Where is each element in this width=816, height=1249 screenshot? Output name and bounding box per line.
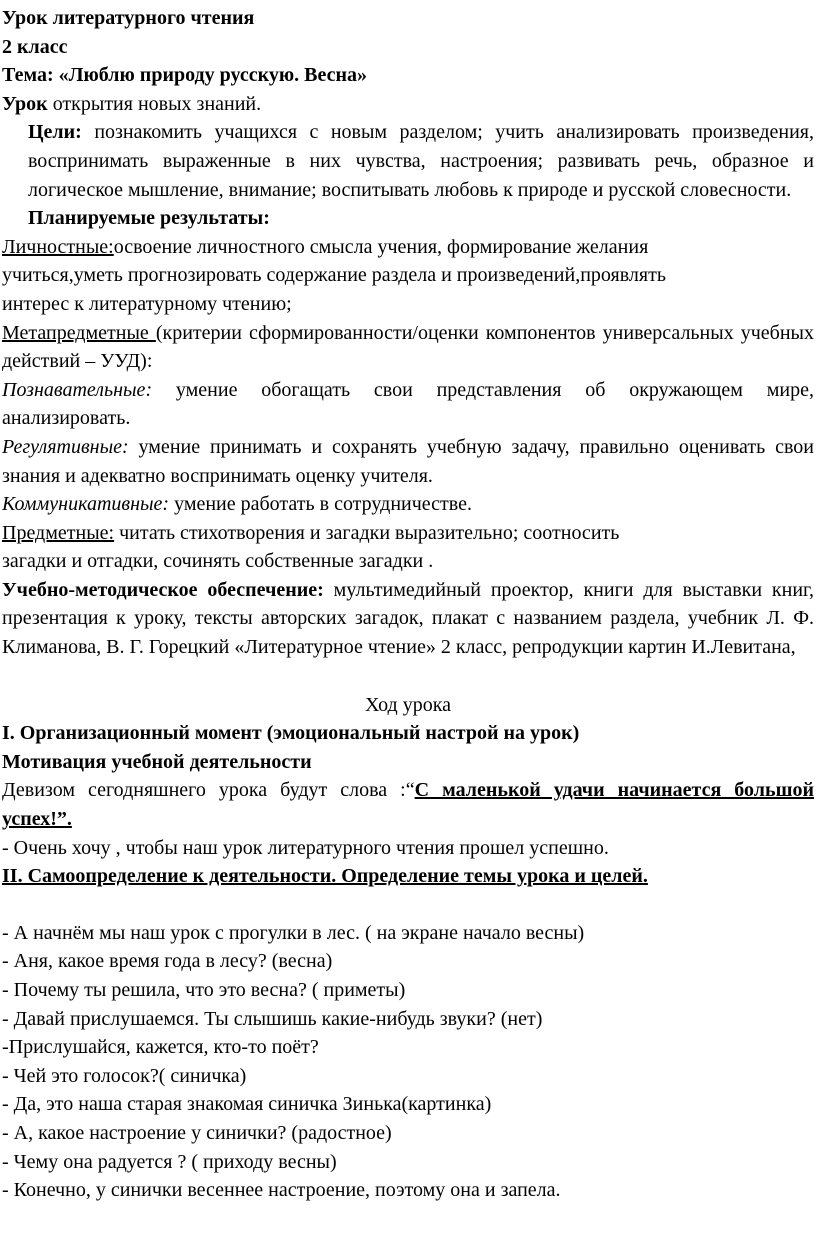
motto-paragraph [2, 776, 814, 833]
dialog-line: - Чему она радуется ? ( приходу весны) [2, 1150, 337, 1173]
goals-text: познакомить учащихся с новым разделом; учить анализировать произведения, воспринимать выраженные в них чувства, настроения; развивать речь, образное и логическое мышление, внимание; воспитывать любовь к природе и русской словесности. [28, 121, 815, 201]
motto-quote: С маленькой удачи начинается большой успех!”. [2, 779, 814, 831]
dialog-line: -Прислушайся, кажется, кто-то поёт? [2, 1036, 319, 1059]
lesson-type-text: открытия новых знаний. [47, 92, 262, 115]
section-1-title: I. Организационный момент (эмоциональный настрой на урок) [2, 722, 580, 745]
materials-paragraph [2, 576, 814, 662]
dialog-line: - А начнём мы наш урок с прогулки в лес. ( на экране начало весны) [2, 921, 585, 944]
cognitive-label: Познавательные: [2, 378, 153, 401]
personal-results-line-1 [2, 233, 814, 262]
cognitive-text: умение обогащать свои представления об окружающем мире, анализировать. [2, 378, 814, 430]
personal-results-line-3: интерес к литературному чтению; [2, 292, 292, 315]
dialog-line: - А, какое настроение у синички? (радостное) [2, 1121, 392, 1144]
communicative-paragraph [2, 490, 814, 519]
dialog-line: - Чей это голосок?( синичка) [2, 1064, 247, 1087]
subject-results-line-1 [2, 519, 814, 548]
regulative-paragraph [2, 433, 814, 490]
lesson-topic: Тема: «Люблю природу русскую. Весна» [2, 64, 368, 87]
goals-paragraph [2, 118, 814, 204]
motto-intro: Девизом сегодняшнего урока будут слова :“ [2, 779, 415, 802]
dialog-line: - Конечно, у синички весеннее настроение, поэтому она и запела. [2, 1179, 561, 1202]
lesson-title: Урок литературного чтения [2, 7, 255, 29]
materials-label: Учебно-методическое обеспечение: [2, 578, 324, 601]
wish-line: - Очень хочу , чтобы наш урок литературного чтения прошел успешно. [2, 836, 609, 859]
dialog-line: - Аня, какое время года в лесу? (весна) [2, 950, 333, 973]
communicative-label: Коммуникативные: [2, 493, 170, 516]
meta-text: (критерии сформированности/оценки компонентов универсальных учебных действий – УУД): [2, 321, 814, 373]
lesson-type-label: Урок [2, 92, 48, 115]
personal-results-line-2: учиться,уметь прогнозировать содержание раздела и произведений,проявлять [2, 264, 666, 287]
personal-label: Личностные: [2, 235, 114, 258]
cognitive-paragraph [2, 376, 814, 433]
blank-line [2, 662, 814, 691]
regulative-text: умение принимать и сохранять учебную задачу, правильно оценивать свои знания и адекватно воспринимать оценку учителя. [2, 435, 814, 487]
meta-label: Метапредметные [2, 321, 156, 344]
materials-text: мультимедийный проектор, книги для выставки книг, презентация к уроку, тексты авторских загадок, плакат с названием раздела, учебник Л. Ф. Климанова, В. Г. Горецкий «Литературное чтение» 2 класс, репродукции картин И.Левитана, [2, 578, 814, 659]
section-2-title: II. Самоопределение к деятельности. Определение темы урока и целей. [2, 865, 648, 888]
goals-label: Цели: [28, 121, 82, 144]
communicative-text: умение работать в сотрудничестве. [169, 493, 472, 516]
subject-label: Предметные: [2, 521, 115, 544]
blank-line-2 [2, 891, 814, 919]
personal-text-1: освоение личностного смысла учения, формирование желания [113, 235, 649, 258]
regulative-label: Регулятивные: [2, 435, 129, 458]
lesson-type [2, 90, 814, 119]
grade: 2 класс [2, 35, 68, 58]
dialog-line: - Да, это наша старая знакомая синичка Зинька(картинка) [2, 1093, 492, 1116]
motivation-title: Мотивация учебной деятельности [2, 750, 312, 773]
dialog-line: - Почему ты решила, что это весна? ( приметы) [2, 979, 406, 1001]
results-heading: Планируемые результаты: [28, 207, 270, 230]
dialog-line: - Давай прислушаемся. Ты слышишь какие-нибудь звуки? (нет) [2, 1007, 543, 1030]
course-heading: Ход урока [364, 693, 452, 716]
meta-results-paragraph [2, 319, 814, 376]
subject-text-1: читать стихотворения и загадки выразительно; соотносить [114, 521, 620, 544]
subject-results-line-2: загадки и отгадки, сочинять собственные загадки . [2, 550, 434, 573]
